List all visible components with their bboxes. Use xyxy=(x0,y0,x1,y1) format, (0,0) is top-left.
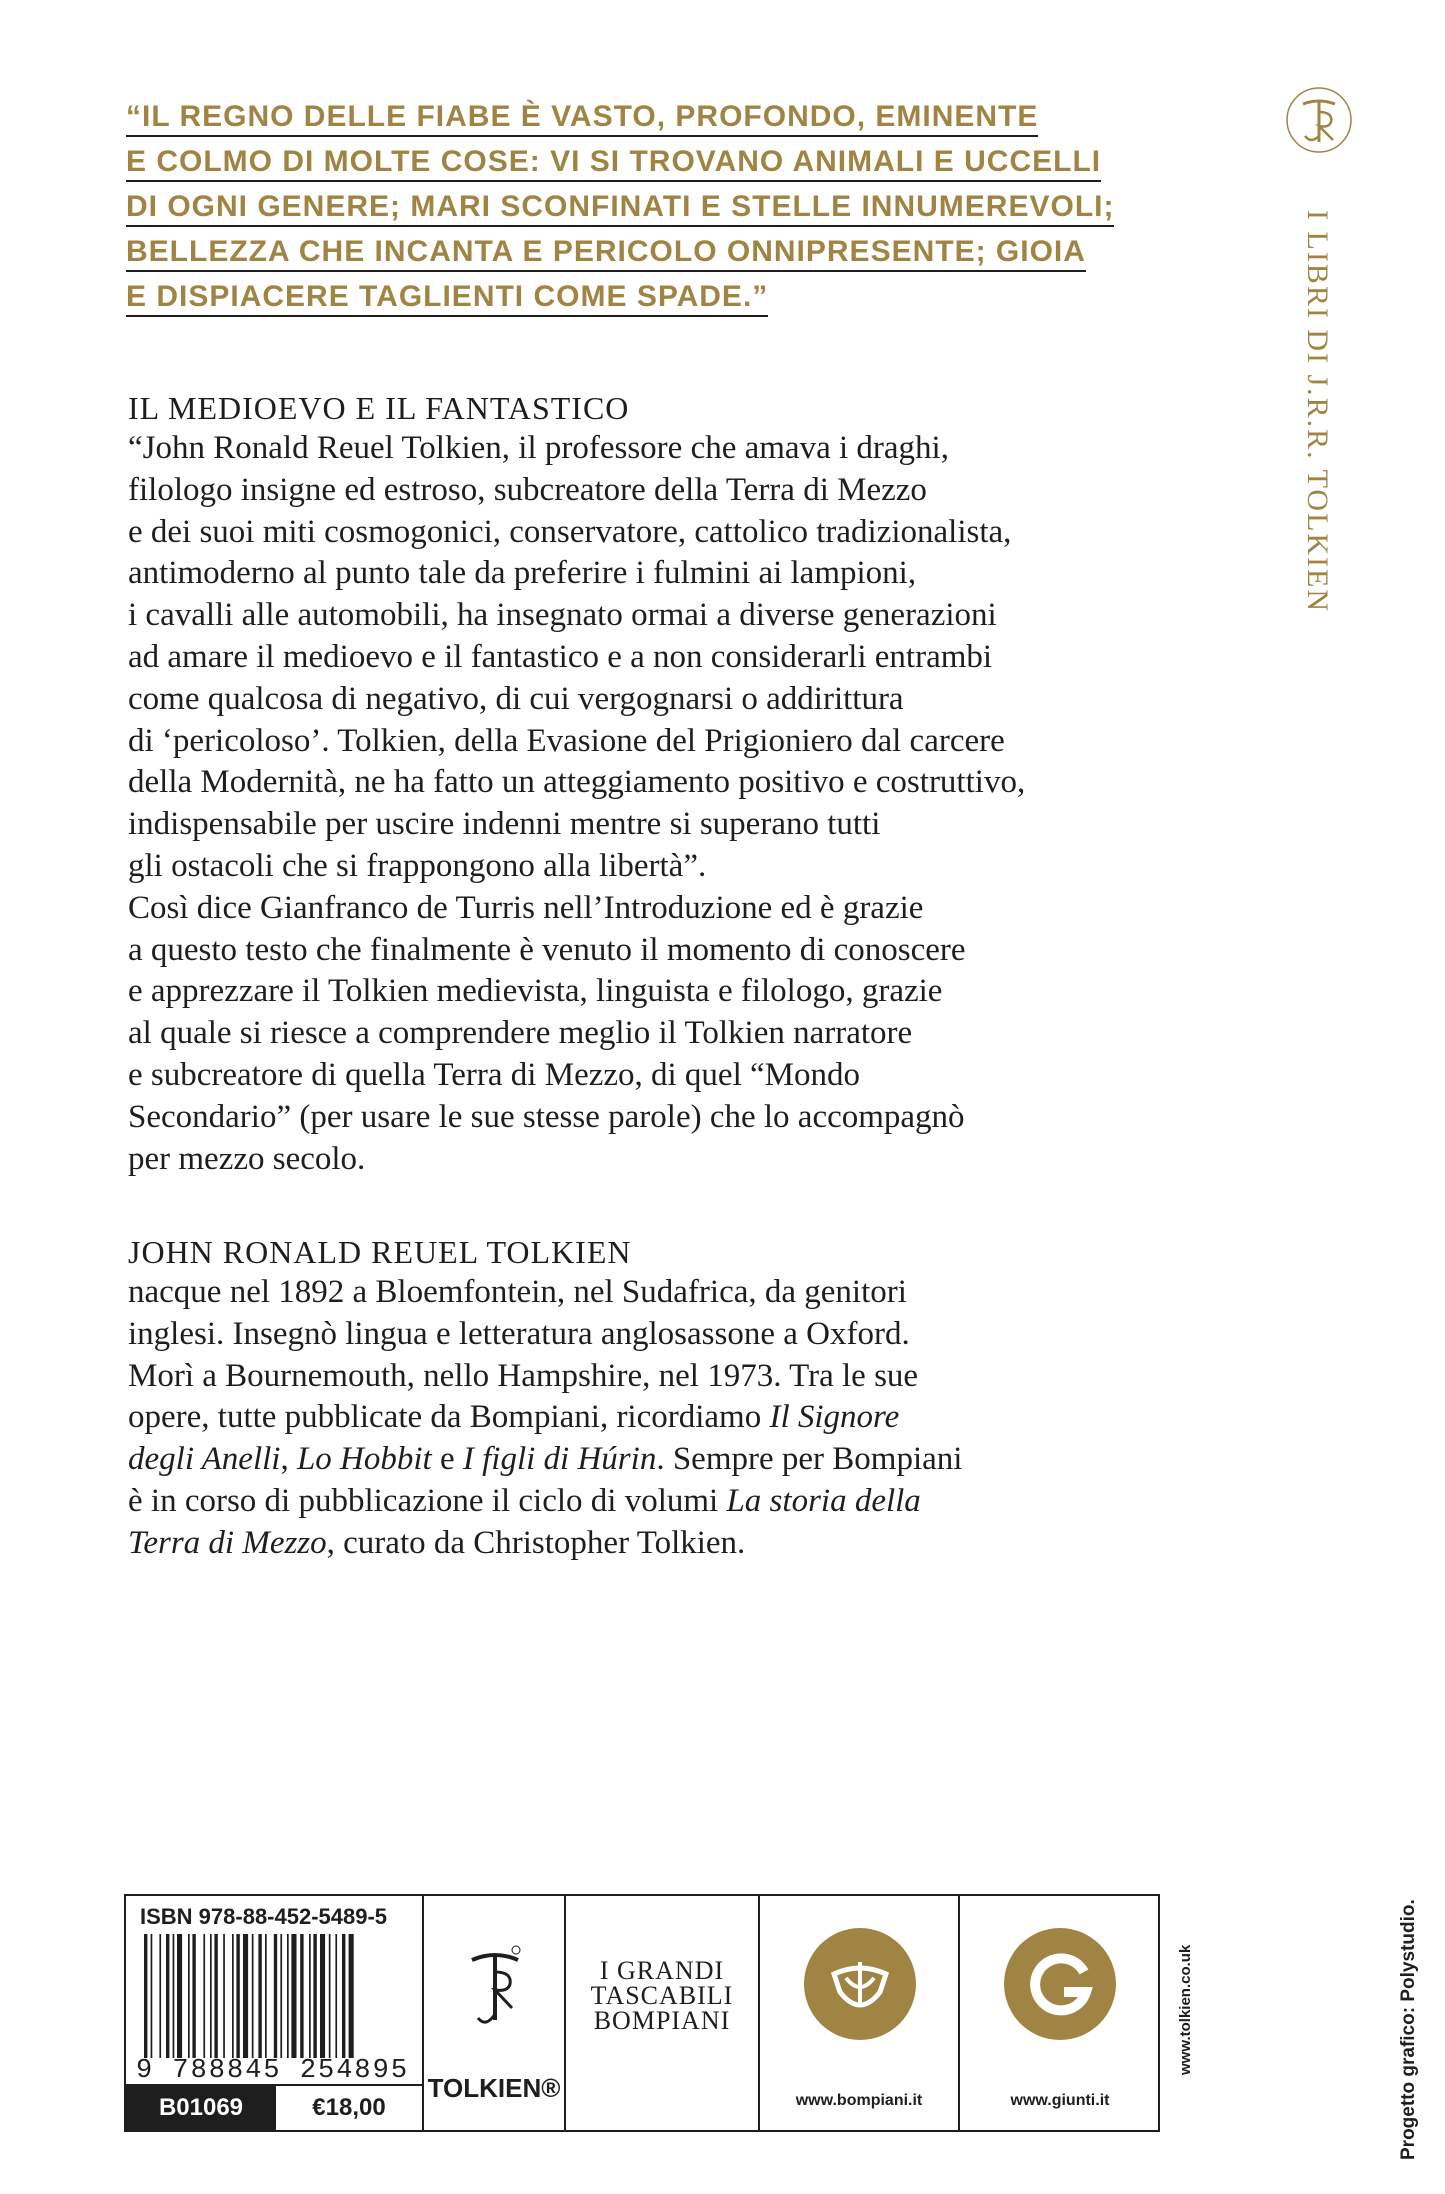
body-line: indispensabile per uscire indenni mentre si superano tutti xyxy=(128,806,881,843)
bompiani-url[interactable]: www.bompiani.it xyxy=(795,2092,923,2109)
body-line: al quale si riesce a comprendere meglio il Tolkien narratore xyxy=(128,1015,913,1052)
body-line: di ‘pericoloso’. Tolkien, della Evasione del Prigioniero dal carcere xyxy=(128,722,1005,759)
isbn-cell xyxy=(126,1896,424,2130)
section-body-author xyxy=(128,1272,1208,1565)
series-name: I GRANDI TASCABILI BOMPIANI xyxy=(590,1956,734,2035)
code-price-bar xyxy=(126,2084,422,2130)
body-line: filologo insigne ed estroso, subcreatore della Terra di Mezzo xyxy=(128,471,927,508)
section-title-medioevo: IL MEDIOEVO E IL FANTASTICO xyxy=(128,390,630,426)
isbn-text: ISBN 978-88-452-5489-5 xyxy=(140,1904,388,1929)
body-line: e dei suoi miti cosmogonici, conservatore, cattolico tradizionalista, xyxy=(128,513,1012,550)
tolkien-brand-cell xyxy=(424,1896,566,2130)
body-line: “John Ronald Reuel Tolkien, il professore che amava i draghi, xyxy=(128,430,949,466)
design-credits: Progetto grafico: Polystudio. xyxy=(1398,1899,1419,2160)
body-line: per mezzo secolo. xyxy=(128,1140,366,1177)
body-line: a questo testo che finalmente è venuto il momento di conoscere xyxy=(128,931,966,968)
quote-line: “IL REGNO DELLE FIABE È VASTO, PROFONDO, EMINENTE xyxy=(126,102,1038,137)
tolkien-site-url: www.tolkien.co.uk xyxy=(1177,1944,1194,2075)
giunti-cell xyxy=(960,1896,1160,2130)
body-line: Morì a Bournemouth, nello Hampshire, nel 1973. Tra le sue xyxy=(128,1357,919,1394)
body-line: è in corso di pubblicazione il ciclo di volumi La storia della xyxy=(128,1482,921,1519)
tolkien-brand-text: TOLKIEN® xyxy=(427,2073,561,2103)
giunti-logo-icon xyxy=(1002,1926,1118,2042)
body-line: nacque nel 1892 a Bloemfontein, nel Sudafrica, da genitori xyxy=(128,1274,907,1310)
body-line: gli ostacoli che si frappongono alla libertà”. xyxy=(128,847,707,884)
body-line: della Modernità, ne ha fatto un atteggiamento positivo e costruttivo, xyxy=(128,764,1026,801)
jrr-monogram-icon xyxy=(1283,78,1355,160)
series-vertical-title: I LIBRI DI J.R.R. TOLKIEN xyxy=(1301,210,1334,614)
body-line: degli Anelli, Lo Hobbit e I figli di Húrin. Sempre per Bompiani xyxy=(128,1441,963,1478)
price: €18,00 xyxy=(312,2094,386,2121)
body-line: Così dice Gianfranco de Turris nell’Introduzione ed è grazie xyxy=(128,889,924,926)
product-code: B01069 xyxy=(126,2086,276,2130)
body-line: e apprezzare il Tolkien medievista, linguista e filologo, grazie xyxy=(128,973,943,1010)
section-body-medioevo xyxy=(128,428,1208,1180)
barcode-icon xyxy=(144,1934,406,2058)
series-cell xyxy=(566,1896,760,2130)
body-line: Secondario” (per usare le sue stesse parole) che lo accompagnò xyxy=(128,1098,965,1135)
body-line: i cavalli alle automobili, ha insegnato ormai a diverse generazioni xyxy=(128,597,997,634)
bompiani-logo-icon xyxy=(802,1926,918,2042)
tolkien-monogram-icon xyxy=(464,1942,526,2038)
quote-line: E DISPIACERE TAGLIENTI COME SPADE.” xyxy=(126,282,768,317)
body-line: e subcreatore di quella Terra di Mezzo, di quel “Mondo xyxy=(128,1056,860,1093)
quote-line: DI OGNI GENERE; MARI SCONFINATI E STELLE INNUMEREVOLI; xyxy=(126,192,1114,227)
body-line: come qualcosa di negativo, di cui vergognarsi o addirittura xyxy=(128,680,904,717)
quote-line: BELLEZZA CHE INCANTA E PERICOLO ONNIPRESENTE; GIOIA xyxy=(126,237,1086,272)
barcode-digits: 9 788845 254895 xyxy=(136,2056,410,2086)
body-line: ad amare il medioevo e il fantastico e a non considerarli entrambi xyxy=(128,638,993,675)
quote-line: E COLMO DI MOLTE COSE: VI SI TROVANO ANIMALI E UCCELLI xyxy=(126,147,1101,182)
section-title-author: JOHN RONALD REUEL TOLKIEN xyxy=(128,1234,632,1270)
body-line: Terra di Mezzo, curato da Christopher Tolkien. xyxy=(128,1524,746,1561)
body-line: opere, tutte pubblicate da Bompiani, ricordiamo Il Signore xyxy=(128,1399,900,1436)
body-line: inglesi. Insegnò lingua e letteratura anglosassone a Oxford. xyxy=(128,1315,910,1352)
bompiani-cell xyxy=(760,1896,960,2130)
pull-quote xyxy=(126,100,1115,325)
giunti-url[interactable]: www.giunti.it xyxy=(1010,2092,1110,2109)
body-line: antimoderno al punto tale da preferire i fulmini ai lampioni, xyxy=(128,555,917,592)
publisher-box xyxy=(124,1894,1160,2132)
